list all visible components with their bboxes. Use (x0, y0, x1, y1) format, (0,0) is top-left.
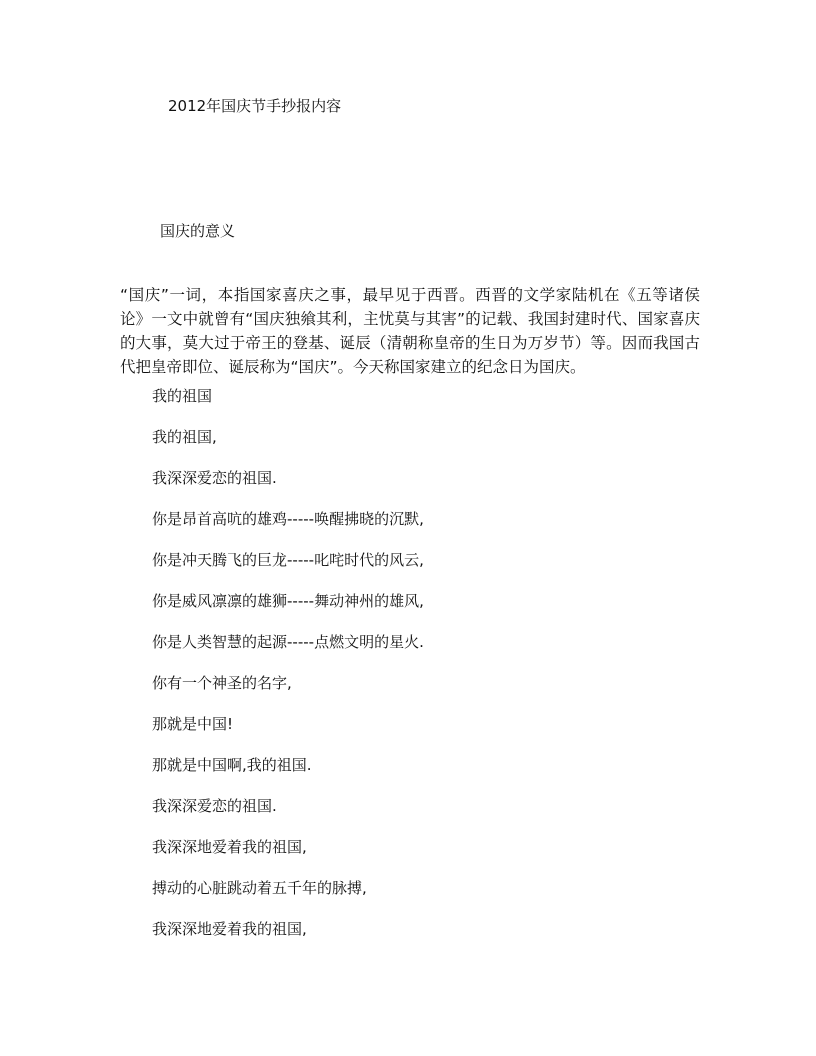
poem-line: 我的祖国 (152, 387, 213, 405)
poem-line: 那就是中国啊,我的祖国. (152, 756, 312, 774)
poem-line: 你是威风凛凛的雄狮-----舞动神州的雄风, (152, 592, 424, 610)
poem-line: 我深深爱恋的祖国. (152, 797, 277, 815)
poem-line: 我深深地爱着我的祖国, (152, 838, 307, 856)
intro-paragraph: “国庆”一词，本指国家喜庆之事，最早见于西晋。西晋的文学家陆机在《五等诸侯论》一文中就曾有“国庆独飨其利，主忧莫与其害”的记载、我国封建时代、国家喜庆的大事，莫大过于帝王的登基、诞辰（清朝称皇帝的生日为万岁节）等。因而我国古代把皇帝即位、诞辰称为“国庆”。今天称国家建立的纪念日为国庆。 (120, 286, 700, 376)
poem-line: 我深深地爱着我的祖国, (152, 920, 307, 938)
poem-line: 你是人类智慧的起源-----点燃文明的星火. (152, 633, 424, 651)
poem (152, 386, 424, 960)
poem-line: 搏动的心脏跳动着五千年的脉搏, (152, 879, 367, 897)
poem-line: 那就是中国! (152, 715, 234, 733)
poem-line: 你是冲天腾飞的巨龙-----叱咤时代的风云, (152, 551, 424, 569)
poem-line: 我的祖国, (152, 428, 217, 446)
document-title: 2012年国庆节手抄报内容 (168, 97, 342, 115)
poem-line: 我深深爱恋的祖国. (152, 469, 277, 487)
section-heading: 国庆的意义 (160, 222, 236, 240)
poem-line: 你有一个神圣的名字, (152, 674, 292, 692)
poem-line: 你是昂首高吭的雄鸡-----唤醒拂晓的沉默, (152, 510, 424, 528)
